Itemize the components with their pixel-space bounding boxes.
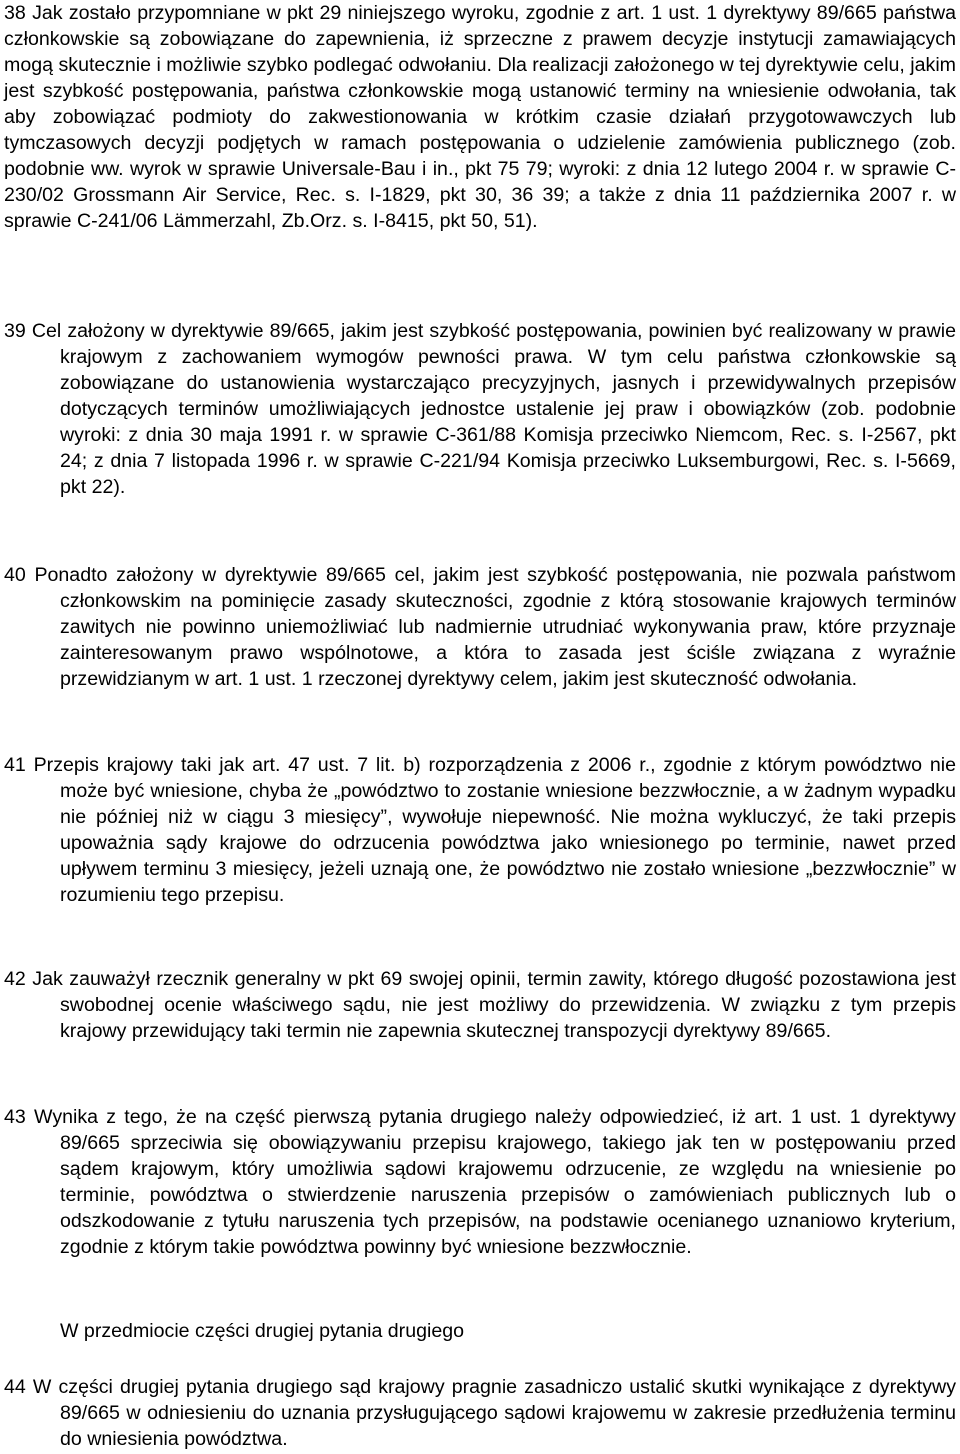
paragraph-43: [4, 1104, 956, 1260]
paragraph-number: 43: [4, 1106, 26, 1128]
paragraph-38: [4, 0, 956, 234]
paragraph-text: Jak zostało przypomniane w pkt 29 niniejszego wyroku, zgodnie z art. 1 ust. 1 dyrektywy 89/665 państwa członkowskie są zobowiązane do zapewnienia, iż sprzeczne z prawem decyzje instytucji zamawiających mogą skutecznie i możliwie szybko podlegać odwołaniu. Dla realizacji założonego w tej dyrektywie celu, jakim jest szybkość postępowania, państwa członkowskie mogą ustanowić terminy na wniesienie odwołania, tak aby zobowiązać podmioty do zakwestionowania w krótkim czasie działań przygotowawczych lub tymczasowych decyzji podjętych w ramach postępowania o udzielenie zamówienia publicznego (zob. podobnie ww. wyrok w sprawie Universale-Bau i in., pkt 75 79; wyroki: z dnia 12 lutego 2004 r. w sprawie C-230/02 Grossmann Air Service, Rec. s. I-1829, pkt 30, 36 39; a także z dnia 11 października 2007 r. w sprawie C-241/06 Lämmerzahl, Zb.Orz. s. I-8415, pkt 50, 51).: [4, 2, 957, 232]
paragraph-text: Wynika z tego, że na część pierwszą pytania drugiego należy odpowiedzieć, iż art. 1 ust. 1 dyrektywy 89/665 sprzeciwia się obowiązywaniu przepisu krajowego, takiego jak ten w postępowaniu przed sądem krajowym, który umożliwia sądowi krajowemu odrzucenie, ze względu na wniesienie po terminie, powództwa o stwierdzenie naruszenia przepisów o zamówieniach publicznych lub o odszkodowanie z tytułu naruszenia tych przepisów, na podstawie ocenianego uznaniowo kryterium, zgodnie z którym takie powództwa powinny być wniesione bezzwłocznie.: [34, 1106, 956, 1258]
paragraph-44: [4, 1374, 956, 1452]
paragraph-number: 39: [4, 320, 26, 342]
paragraph-text: W części drugiej pytania drugiego sąd krajowy pragnie zasadniczo ustalić skutki wynikające z dyrektywy 89/665 w odniesieniu do uznania przysługującego sądowi krajowemu w zakresie przedłużenia terminu do wniesienia powództwa.: [32, 1376, 956, 1450]
paragraph-number: 41: [4, 754, 26, 776]
paragraph-text: Jak zauważył rzecznik generalny w pkt 69 swojej opinii, termin zawity, którego długość pozostawiona jest swobodnej ocenie właściwego sądu, nie jest możliwy do przewidzenia. W związku z tym przepis krajowy przewidujący taki termin nie zapewnia skutecznej transpozycji dyrektywy 89/665.: [32, 968, 956, 1042]
paragraph-text: Cel założony w dyrektywie 89/665, jakim jest szybkość postępowania, powinien być realizowany w prawie krajowym z zachowaniem wymogów pewności prawa. W tym celu państwa członkowskie są zobowiązane do ustanowienia wystarczająco precyzyjnych, jasnych i przewidywalnych przepisów dotyczących terminów umożliwiających jednostce ustalenie jej praw i obowiązków (zob. podobnie wyroki: z dnia 30 maja 1991 r. w sprawie C-361/88 Komisja przeciwko Niemcom, Rec. s. I-2567, pkt 24; z dnia 7 listopada 1996 r. w sprawie C-221/94 Komisja przeciwko Luksemburgowi, Rec. s. I-5669, pkt 22).: [31, 320, 956, 498]
paragraph-number: 38: [4, 2, 26, 24]
paragraph-40: [4, 562, 956, 692]
paragraph-41: [4, 752, 956, 908]
section-subheading: W przedmiocie części drugiej pytania drugiego: [60, 1320, 465, 1342]
paragraph-number: 42: [4, 968, 26, 990]
paragraph-number: 44: [4, 1376, 26, 1398]
paragraph-number: 40: [4, 564, 26, 586]
paragraph-text: Ponadto założony w dyrektywie 89/665 cel, jakim jest szybkość postępowania, nie pozwala państwom członkowskim na pominięcie zasady skuteczności, zgodnie z którą stosowanie krajowych terminów zawitych nie powinno uniemożliwiać lub nadmiernie utrudniać wykonywania praw, które przyznaje zainteresowanym prawo wspólnotowe, a która to zasada jest ściśle związana z wyraźnie przewidzianym w art. 1 ust. 1 rzeczonej dyrektywy celem, jakim jest skuteczność odwołania.: [34, 564, 956, 690]
paragraph-39: [4, 318, 956, 500]
paragraph-42: [4, 966, 956, 1044]
paragraph-text: Przepis krajowy taki jak art. 47 ust. 7 lit. b) rozporządzenia z 2006 r., zgodnie z którym powództwo nie może być wniesione, chyba że „powództwo to zostanie wniesione bezzwłocznie, a w żadnym wypadku nie później niż w ciągu 3 miesięcy”, wywołuje niepewność. Nie można wykluczyć, że taki przepis upoważnia sądy krajowe do odrzucenia powództwa jako wniesionego po terminie, nawet przed upływem terminu 3 miesięcy, jeżeli uznają one, że powództwo nie zostało wniesione „bezzwłocznie” w rozumieniu tego przepisu.: [33, 754, 956, 906]
